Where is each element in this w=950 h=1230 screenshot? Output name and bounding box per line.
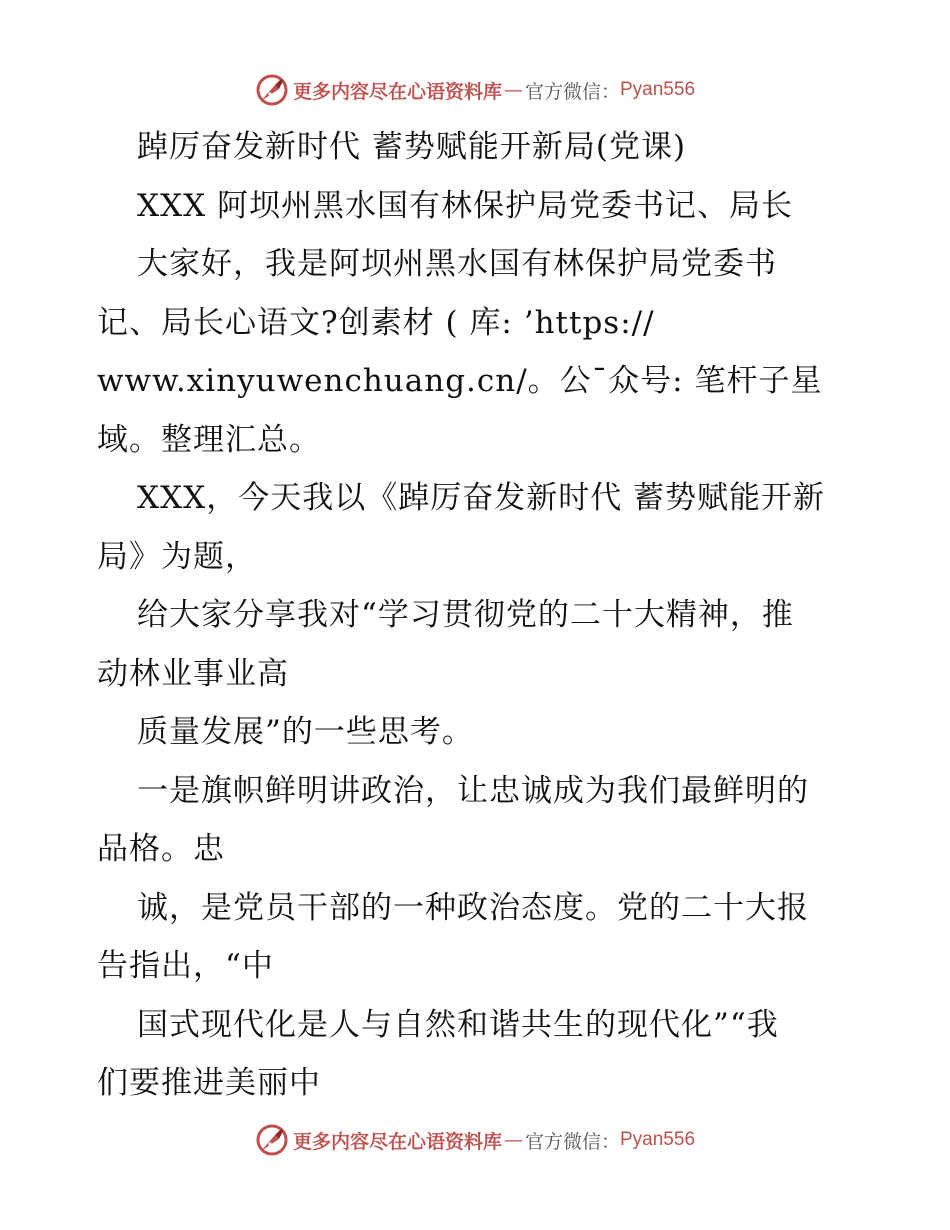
banner-official-label: 官方微信：	[524, 80, 620, 103]
text-line: XXX，今天我以《踔厉奋发新时代 蓄势赋能开新	[137, 480, 826, 516]
text-line: 给大家分享我对“学习贯彻党的二十大精神，推	[137, 597, 794, 633]
pen-nib-logo-icon	[255, 1123, 289, 1157]
text-line: 品格。忠	[97, 831, 225, 867]
banner-title: 更多内容尽在心语资料库	[292, 1130, 502, 1153]
banner-title: 更多内容尽在心语资料库	[292, 80, 502, 103]
pen-nib-logo-icon	[255, 73, 289, 107]
header-banner	[0, 70, 950, 110]
text-line: 诚，是党员干部的一种政治态度。党的二十大报	[137, 889, 809, 926]
footer-banner	[0, 1120, 950, 1160]
banner-text	[293, 1127, 695, 1154]
text-line: 告指出，“中	[97, 948, 274, 984]
text-line: 国式现代化是人与自然和谐共生的现代化”“我	[137, 1006, 779, 1043]
text-line: 大家好，我是阿坝州黑水国有林保护局党委书	[137, 246, 777, 282]
text-line: 一是旗帜鲜明讲政治，让忠诚成为我们最鲜明的	[137, 772, 809, 809]
text-line: 域。整理汇总。	[97, 421, 321, 458]
text-line: 局》为题，	[97, 538, 257, 575]
text-line: 质量发展”的一些思考。	[137, 714, 474, 750]
text-line: 记、局长心语文?创素材 ( 库: ’https://	[97, 304, 655, 341]
doc-title: 踔厉奋发新时代 蓄势赋能开新局(党课)	[137, 129, 687, 165]
document-body	[97, 118, 867, 1113]
banner-text	[293, 77, 695, 104]
banner-wechat-id: Pyan556	[620, 79, 696, 100]
banner-wechat-id: Pyan556	[620, 1129, 696, 1150]
doc-author: XXX 阿坝州黑水国有林保护局党委书记、局长	[137, 187, 794, 224]
text-line: 动林业事业高	[97, 655, 289, 692]
banner-official-label: 官方微信：	[524, 1130, 620, 1153]
banner-dash: —	[503, 1129, 523, 1151]
text-line: www.xinyuwenchuang.cn/。公¯众号: 笔杆子星	[97, 363, 823, 399]
banner-dash: —	[503, 79, 523, 101]
text-line: 们要推进美丽中	[97, 1065, 321, 1101]
